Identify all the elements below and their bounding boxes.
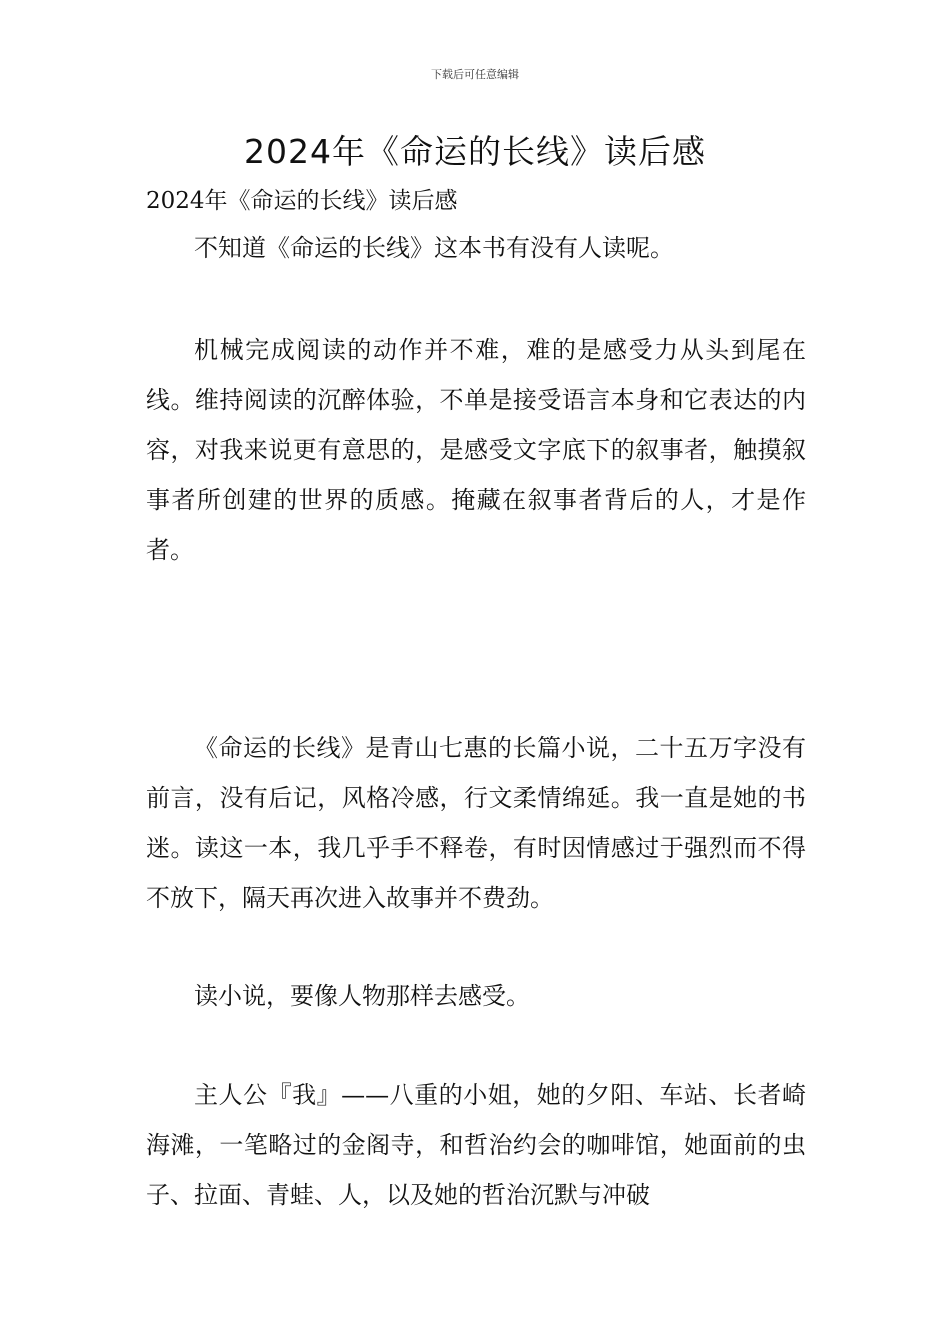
paragraph-4: 读小说，要像人物那样去感受。: [194, 982, 530, 1010]
paragraph-1: 不知道《命运的长线》这本书有没有人读呢。: [194, 234, 674, 262]
document-subtitle: 2024年《命运的长线》读后感: [146, 188, 458, 214]
paragraph-3: 《命运的长线》是青山七惠的长篇小说，二十五万字没有前言，没有后记，风格冷感，行文柔情绵延。我一直是她的书迷。读这一本，我几乎手不释卷，有时因情感过于强烈而不得不放下，隔天再次进入故事并不费劲。: [146, 734, 806, 912]
paragraph-2: 机械完成阅读的动作并不难，难的是感受力从头到尾在线。维持阅读的沉醉体验，不单是接受语言本身和它表达的内容，对我来说更有意思的，是感受文字底下的叙事者，触摸叙事者所创建的世界的质感。掩藏在叙事者背后的人，才是作者。: [146, 336, 806, 564]
document-title: 2024年《命运的长线》读后感: [244, 132, 706, 171]
header-note: 下载后可任意编辑: [431, 68, 519, 81]
paragraph-5: 主人公『我』——八重的小姐，她的夕阳、车站、长者崎海滩，一笔略过的金阁寺，和哲治约会的咖啡馆，她面前的虫子、拉面、青蛙、人，以及她的哲治沉默与冲破: [146, 1081, 806, 1209]
